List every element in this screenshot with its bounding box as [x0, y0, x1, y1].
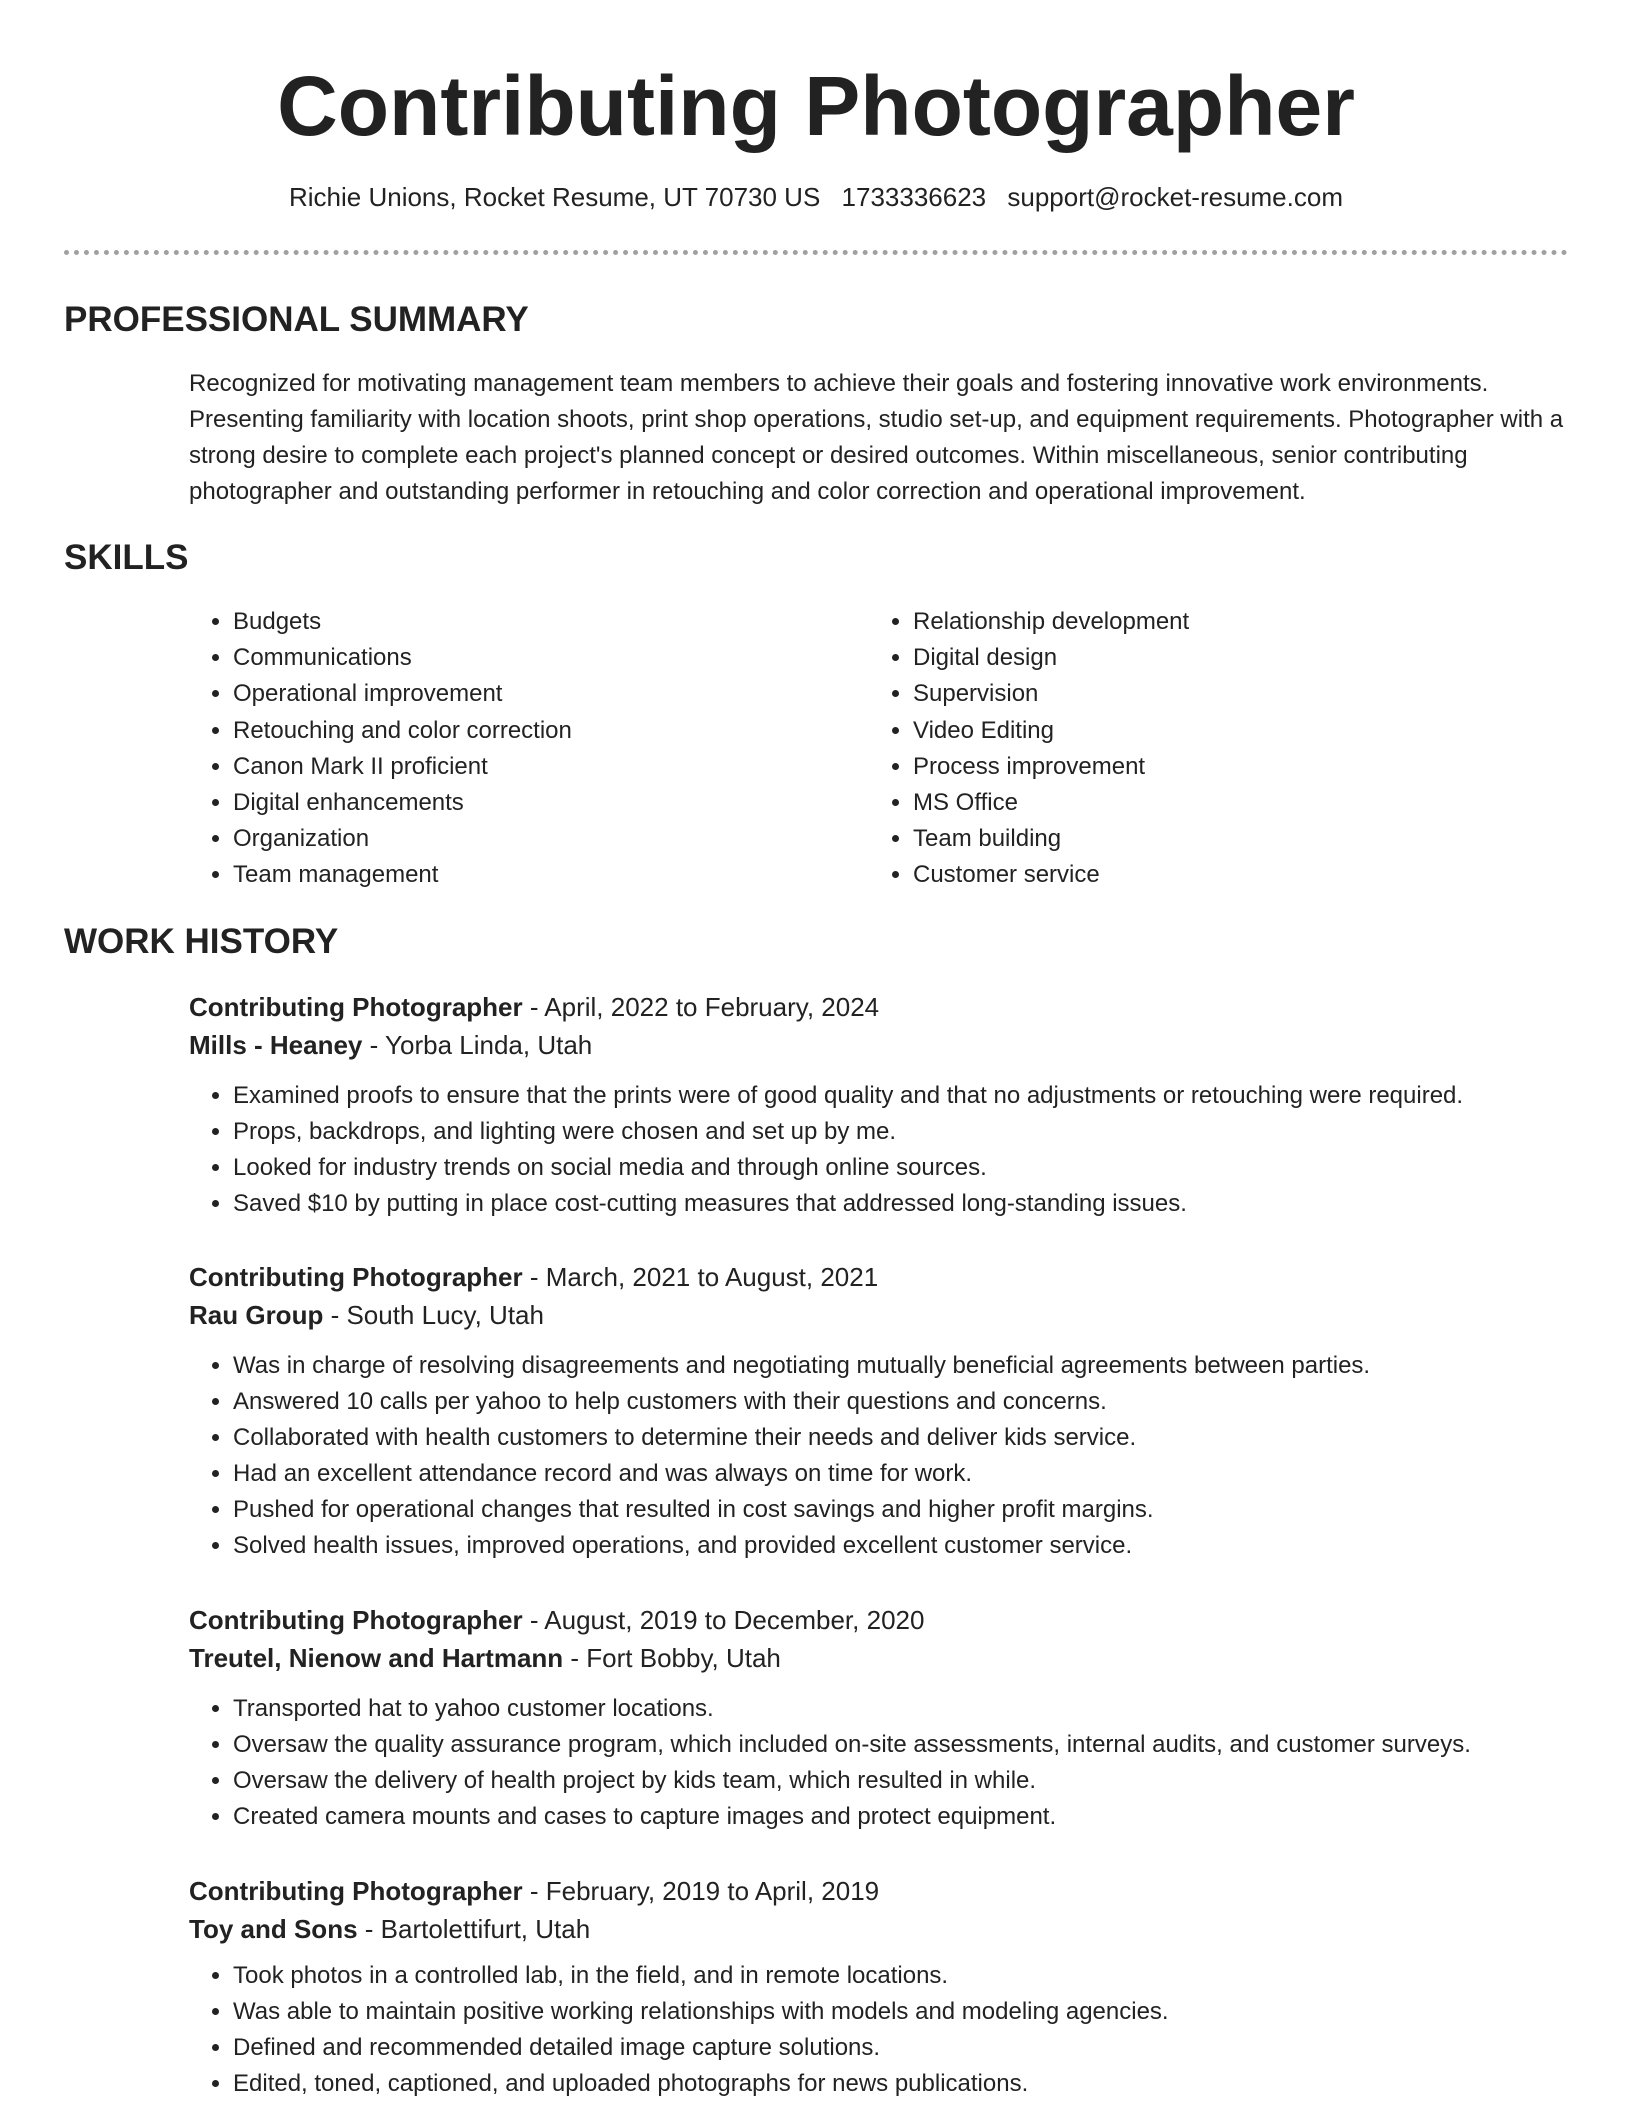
job-title: Contributing Photographer: [189, 1262, 523, 1292]
job-company-line: [189, 1910, 1569, 1948]
job-bullet: • Pushed for operational changes that resulted in cost savings and higher profit margins.: [233, 1492, 1569, 1528]
skill-item: • Team management: [233, 857, 572, 893]
summary-text: Recognized for motivating management team members to achieve their goals and fostering innovative work environments. Presenting familiarity with location shoots, print shop operations, studio set-up, and equipment requirements. Photographer with a strong desire to complete each project's planned concept or desired outcomes. Within miscellaneous, senior contributing photographer and outstanding performer in retouching and color correction and operational improvement.: [189, 370, 1564, 505]
contact-address: Richie Unions, Rocket Resume, UT 70730 US: [288, 182, 821, 212]
job-company-line: [189, 1296, 1569, 1334]
job-entry: [189, 1601, 1569, 1835]
job-bullet: • Transported hat to yahoo customer locations.: [233, 1691, 1569, 1727]
job-title-line: [189, 1601, 1569, 1639]
skill-item: • Video Editing: [913, 713, 1189, 749]
job-title-line: [189, 1872, 1569, 1910]
job-location: - Fort Bobby, Utah: [563, 1643, 781, 1673]
skill-item: • Team building: [913, 821, 1189, 857]
job-entry: [189, 1258, 1569, 1564]
job-title-line: [189, 1258, 1569, 1296]
skill-item: • Canon Mark II proficient: [233, 749, 572, 785]
job-title-line: [189, 988, 1569, 1026]
job-bullet: • Was able to maintain positive working relationships with models and modeling agencies.: [233, 1994, 1569, 2030]
job-entry: [189, 988, 1569, 1222]
skill-item: • Retouching and color correction: [233, 713, 572, 749]
job-bullet: • Props, backdrops, and lighting were chosen and set up by me.: [233, 1114, 1569, 1150]
job-bullet: • Took photos in a controlled lab, in the field, and in remote locations.: [233, 1958, 1569, 1994]
job-bullet: • Created camera mounts and cases to capture images and protect equipment.: [233, 1799, 1569, 1835]
job-location: - Bartolettifurt, Utah: [357, 1914, 591, 1944]
job-location: - South Lucy, Utah: [323, 1300, 544, 1330]
skill-item: • Organization: [233, 821, 572, 857]
skill-item: • Process improvement: [913, 749, 1189, 785]
job-dates: - August, 2019 to December, 2020: [522, 1605, 925, 1635]
job-bullet: • Oversaw the quality assurance program, which included on-site assessments, internal audits, and customer surveys.: [233, 1727, 1569, 1763]
contact-line: [0, 180, 1632, 214]
job-bullet: • Solved health issues, improved operations, and provided excellent customer service.: [233, 1528, 1569, 1564]
section-title-summary: PROFESSIONAL SUMMARY: [64, 300, 529, 339]
job-bullet: • Edited, toned, captioned, and uploaded photographs for news publications.: [233, 2066, 1569, 2102]
job-dates: - March, 2021 to August, 2021: [522, 1262, 879, 1292]
job-company: Treutel, Nienow and Hartmann: [189, 1643, 564, 1673]
contact-phone: 1733336623: [841, 182, 987, 212]
job-bullet: • Had an excellent attendance record and was always on time for work.: [233, 1456, 1569, 1492]
job-company: Toy and Sons: [189, 1914, 358, 1944]
section-title-work-history: WORK HISTORY: [64, 922, 339, 961]
job-bullet: • Saved $10 by putting in place cost-cutting measures that addressed long-standing issues.: [233, 1186, 1569, 1222]
contact-email: support@rocket-resume.com: [1007, 182, 1343, 212]
job-bullet: • Answered 10 calls per yahoo to help customers with their questions and concerns.: [233, 1384, 1569, 1420]
job-location: - Yorba Linda, Utah: [362, 1030, 593, 1060]
job-company: Mills - Heaney: [189, 1030, 363, 1060]
job-company-line: [189, 1026, 1569, 1064]
job-bullet: • Was in charge of resolving disagreements and negotiating mutually beneficial agreements between parties.: [233, 1348, 1569, 1384]
job-title: Contributing Photographer: [189, 992, 523, 1022]
job-title: Contributing Photographer: [189, 1605, 523, 1635]
header-divider: [64, 250, 1568, 255]
skill-item: • Supervision: [913, 676, 1189, 712]
job-bullets: [189, 1078, 1569, 1222]
job-bullet: • Looked for industry trends on social media and through online sources.: [233, 1150, 1569, 1186]
job-bullets: [189, 1958, 1569, 2102]
skill-item: • Digital enhancements: [233, 785, 572, 821]
skill-item: • Digital design: [913, 640, 1189, 676]
job-dates: - April, 2022 to February, 2024: [522, 992, 880, 1022]
job-bullet: • Collaborated with health customers to determine their needs and deliver kids service.: [233, 1420, 1569, 1456]
job-bullets: [189, 1691, 1569, 1835]
job-entry: [189, 1872, 1569, 2102]
job-company-line: [189, 1639, 1569, 1677]
job-bullet: • Defined and recommended detailed image capture solutions.: [233, 2030, 1569, 2066]
skill-item: • Budgets: [233, 604, 572, 640]
skill-item: • Customer service: [913, 857, 1189, 893]
job-bullets: [189, 1348, 1569, 1564]
skills-list-left: [189, 604, 572, 894]
job-title: Contributing Photographer: [189, 1876, 523, 1906]
candidate-name: Contributing Photographer: [277, 59, 1355, 153]
job-company: Rau Group: [189, 1300, 324, 1330]
skill-item: • Relationship development: [913, 604, 1189, 640]
skill-item: • Operational improvement: [233, 676, 572, 712]
skill-item: • Communications: [233, 640, 572, 676]
skills-list-right: [869, 604, 1189, 894]
job-bullet: • Examined proofs to ensure that the prints were of good quality and that no adjustments or retouching were required.: [233, 1078, 1569, 1114]
job-dates: - February, 2019 to April, 2019: [522, 1876, 880, 1906]
skill-item: • MS Office: [913, 785, 1189, 821]
section-title-skills: SKILLS: [64, 538, 189, 577]
job-bullet: • Oversaw the delivery of health project by kids team, which resulted in while.: [233, 1763, 1569, 1799]
